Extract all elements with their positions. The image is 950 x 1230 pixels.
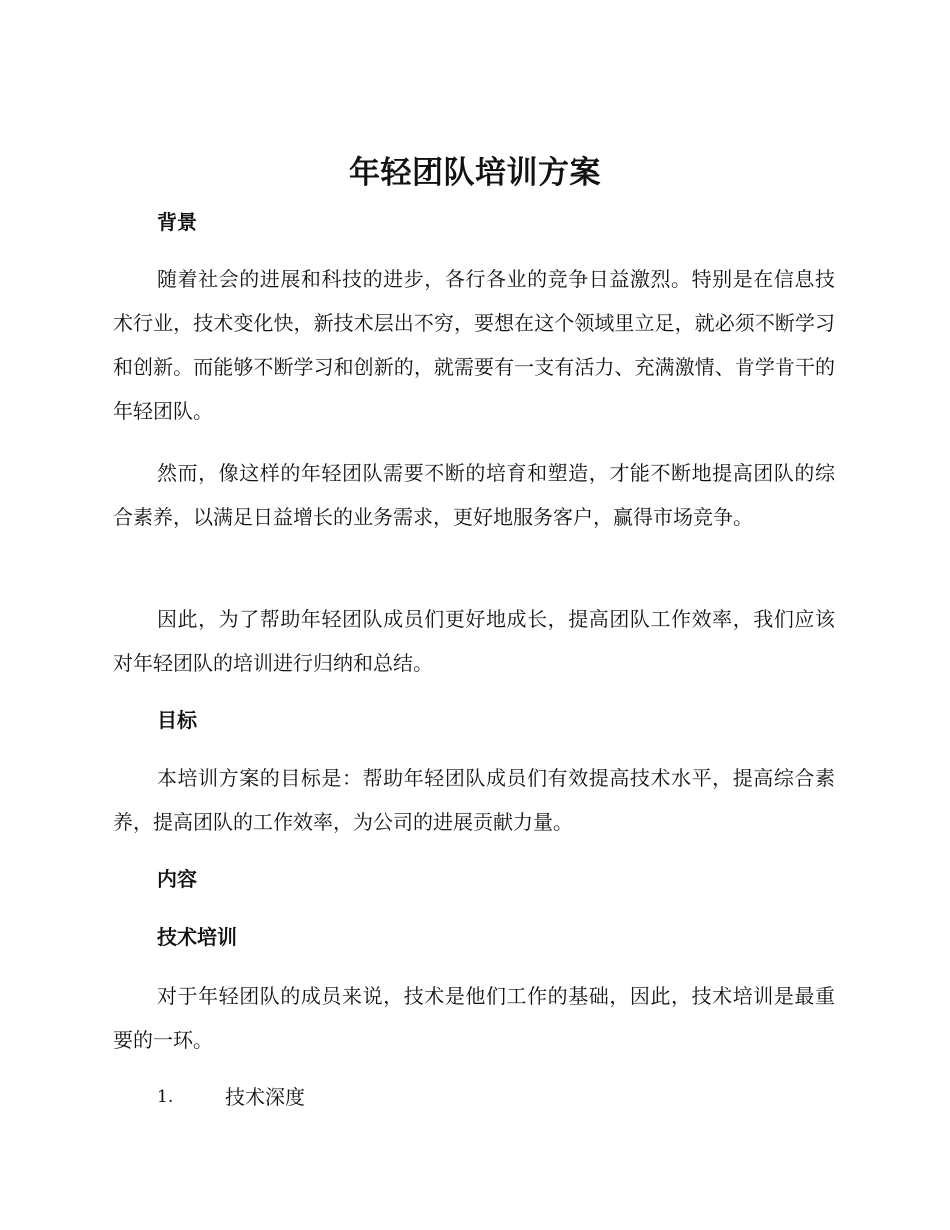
list-item-label: 技术深度 xyxy=(225,1085,305,1109)
heading-background: 背景 xyxy=(157,210,197,234)
document-title: 年轻团队培训方案 xyxy=(349,155,601,191)
paragraph-background-3: 因此，为了帮助年轻团队成员们更好地成长，提高团队工作效率，我们应该对年轻团队的培训进行归纳和总结。 xyxy=(113,607,835,675)
paragraph-background-2: 然而，像这样的年轻团队需要不断的培育和塑造，才能不断地提高团队的综合素养，以满足日益增长的业务需求，更好地服务客户，赢得市场竞争。 xyxy=(113,461,835,529)
heading-goal: 目标 xyxy=(157,708,197,732)
list-item-number: 1. xyxy=(157,1087,174,1107)
paragraph-background-1: 随着社会的进展和科技的进步，各行各业的竞争日益激烈。特别是在信息技术行业，技术变化快，新技术层出不穷，要想在这个领域里立足，就必须不断学习和创新。而能够不断学习和创新的，就需要有一支有活力、充满激情、肯学肯干的年轻团队。 xyxy=(113,267,835,423)
subheading-technical-training: 技术培训 xyxy=(157,925,237,949)
heading-content: 内容 xyxy=(157,867,197,891)
list-item xyxy=(157,1081,305,1113)
paragraph-technical-training: 对于年轻团队的成员来说，技术是他们工作的基础，因此，技术培训是最重要的一环。 xyxy=(113,984,835,1052)
paragraph-goal: 本培训方案的目标是：帮助年轻团队成员们有效提高技术水平，提高综合素养，提高团队的工作效率，为公司的进展贡献力量。 xyxy=(113,766,835,834)
